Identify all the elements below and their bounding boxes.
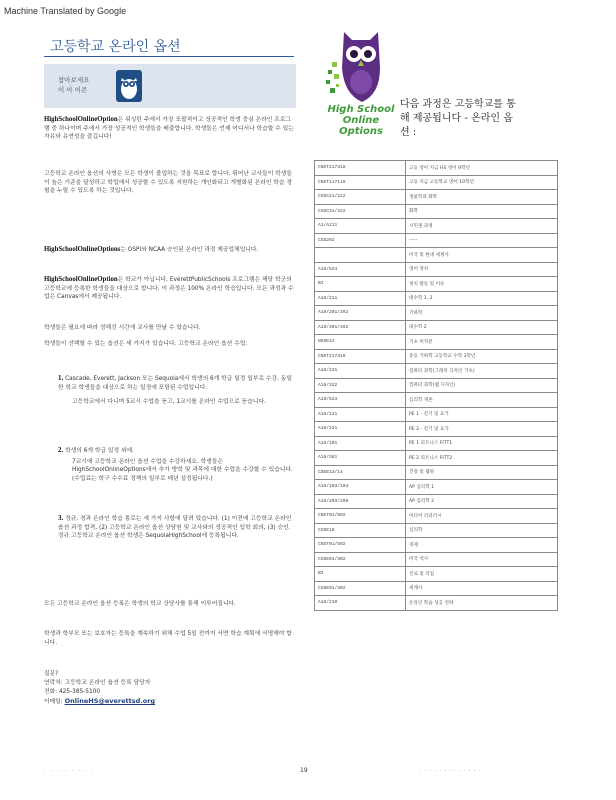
intro-paragraph-5: 학생들은 필요에 따라 정해진 시간에 교사를 만날 수 있습니다.	[44, 325, 201, 331]
course-row	[315, 552, 558, 567]
hso-logo	[326, 24, 396, 146]
course-code: A18/231	[315, 422, 406, 437]
logo-line-1: High School	[327, 104, 395, 115]
course-row	[315, 335, 558, 350]
course-name: 고등 영어 지금 HS 영어 9학년	[406, 161, 558, 176]
course-code: CNST117118	[315, 175, 406, 190]
option-item-2	[58, 446, 296, 483]
course-row	[315, 291, 558, 306]
course-code: A18/361	[315, 451, 406, 466]
course-name: 심리학	[406, 523, 558, 538]
course-row	[315, 523, 558, 538]
course-row	[315, 378, 558, 393]
offered-heading: 다음 과정은 고등학교를 통해 제공됩니다 - 온라인 옵션 :	[400, 99, 516, 138]
option-text: Cascade, Everett, Jackson 또는 Sequoia에서 학생의 6개 학급 일정 일부로 수강. 동일한 학교 학생들을 대상으로 하는 일정에 포함된 수업입니다.	[58, 376, 292, 391]
course-name: PE 2 - 걷기 및 요가	[406, 422, 558, 437]
course-table	[314, 160, 558, 611]
course-row	[315, 320, 558, 335]
course-name: AP 심리학 2	[406, 494, 558, 509]
course-code: CNST217318	[315, 349, 406, 364]
course-name: 생물학과 화학	[406, 190, 558, 205]
course-code: A18/523	[315, 393, 406, 408]
course-row	[315, 364, 558, 379]
intro-paragraph-1: HighSchoolOnlineOption은 워싱턴 주에서 가장 포괄적이고 성공적인 학생 중심 온라인 프로그램 중 하나이며 주에서 가장 성공적인 학생들을 배출합니다. 학생들은 언제 어디서나 학습할 수 있는 자유와 유연성을 즐깁니다!	[44, 116, 294, 141]
option-number: 1.	[58, 374, 64, 382]
logo-line-3: Options	[339, 126, 383, 137]
course-code	[315, 248, 406, 263]
option-item-1	[58, 374, 296, 407]
course-row	[315, 538, 558, 553]
course-row	[315, 219, 558, 234]
course-name: 정치 활동 및 이슈	[406, 277, 558, 292]
course-row	[315, 436, 558, 451]
course-code: A18/103/104	[315, 480, 406, 495]
course-row	[315, 277, 558, 292]
course-row	[315, 567, 558, 582]
intro-paragraph-3: HighSchoolOnlineOptions는 OSPI와 NCAA 승인된 온라인 과정 제공업체입니다.	[44, 246, 259, 253]
course-code: A18/524	[315, 262, 406, 277]
course-name: 건강 및 웰빙	[406, 465, 558, 480]
option-number: 3.	[58, 514, 64, 522]
contact-name: 연락처: 고등학교 온라인 옵션 등록 담당자	[44, 680, 151, 686]
course-name: 중등 기하학 고등학교 수학 3학년	[406, 349, 558, 364]
course-row	[315, 407, 558, 422]
footer-left: · · · · · · · ·	[44, 769, 96, 774]
course-row	[315, 161, 558, 176]
course-code: BI	[315, 277, 406, 292]
course-code: A18/101	[315, 436, 406, 451]
option-text: 학생의 6개 학급 일정 외에.	[65, 448, 134, 454]
course-code: A18/211	[315, 291, 406, 306]
course-row	[315, 248, 558, 263]
course-row	[315, 306, 558, 321]
course-name: 컴퓨터 과학(그래픽 디자인 기초)	[406, 364, 558, 379]
course-name: 대수학 1, 2	[406, 291, 558, 306]
course-name: 고등 지금 고등학교 영어 10학년	[406, 175, 558, 190]
course-code: A18/210	[315, 596, 406, 611]
course-row	[315, 233, 558, 248]
course-row	[315, 393, 558, 408]
contact-phone: 전화: 425-385-5100	[44, 689, 101, 695]
course-name: 경제	[406, 538, 558, 553]
course-code: A18/203/206	[315, 494, 406, 509]
course-name: 시민권 과정	[406, 219, 558, 234]
course-row	[315, 509, 558, 524]
contact-email-label: 이메일:	[44, 699, 63, 705]
option-text: 정규, 경과 온라인 학습 통로는 세 가지 사항에 달려 있습니다. (1) 이전에 고등학교 온라인 옵션 과정 합격, (2) 고등학교 온라인 옵션 상담원 및 교사와의 성공적인 입학 회의, (3) 승인. 정규 고등학교 온라인 옵션 학생은 SequoiaHighSchool에 등록됩니다.	[58, 516, 292, 540]
course-name: PE 2 피트니스 FITT2	[406, 451, 558, 466]
course-row	[315, 596, 558, 611]
course-code: CSSE19	[315, 523, 406, 538]
intro-paragraph-4: HighSchoolOnlineOption은 학교가 아닙니다. EverettPublicSchools 프로그램은 해당 학군의 고등학교에 등록한 학생들을 대상으로 합니다. 이 과정은 100% 온라인 학습입니다. 모든 과정과 수업은 Canvas에서 제공됩니다.	[44, 276, 294, 301]
course-row	[315, 581, 558, 596]
course-name: PE 1 피트니스 FITT1	[406, 436, 558, 451]
course-code: A18/121	[315, 407, 406, 422]
option-number: 2.	[58, 446, 64, 454]
course-name: 미디어 리터러시	[406, 509, 558, 524]
course-name: 미국 역사	[406, 552, 558, 567]
course-name: 대수학 2	[406, 320, 558, 335]
course-row	[315, 494, 558, 509]
course-name: 화학	[406, 204, 558, 219]
course-code: CSSC31/322	[315, 204, 406, 219]
course-name: 심리학 개론	[406, 393, 558, 408]
owl-icon	[116, 70, 142, 102]
title-divider	[44, 56, 294, 57]
course-code: A18/231	[315, 364, 406, 379]
contact-email-row	[44, 697, 155, 707]
course-row	[315, 465, 558, 480]
contact-box-line2: 이 아 이콘	[58, 86, 88, 94]
course-row	[315, 349, 558, 364]
course-row	[315, 422, 558, 437]
course-code: NSSE12	[315, 335, 406, 350]
course-code: CSEE13/14	[315, 465, 406, 480]
contact-question: 질문?	[44, 671, 59, 677]
course-name: AP 심리학 1	[406, 480, 558, 495]
course-name: 컴퓨터 과학(웹 디자인)	[406, 378, 558, 393]
course-code: A18/322	[315, 378, 406, 393]
intro-paragraph-2: 고등학교 온라인 옵션의 사명은 모든 학생이 졸업하는 것을 목표로 합니다. 뛰어난 교사들이 학생들이 높은 기준을 달성하고 학업에서 성공할 수 있도록 지원하는 개인화되고 개별화된 온라인 학습 경험을 누릴 수 있도록 하는 것입니다.	[44, 171, 292, 195]
course-code: CSS202	[315, 233, 406, 248]
course-row	[315, 175, 558, 190]
course-code: CSSC21/222	[315, 190, 406, 205]
course-row	[315, 451, 558, 466]
course-code: CNST217318	[315, 161, 406, 176]
course-name: 미국 및 현대 세계사	[406, 248, 558, 263]
course-code: CNST01/602	[315, 509, 406, 524]
footer-right: · · · · · · · · · · · · ·	[420, 769, 481, 774]
contact-email-link[interactable]: OnlineHS@everettsd.org	[64, 697, 156, 705]
course-row	[315, 190, 558, 205]
translation-notice: Machine Translated by Google	[4, 6, 127, 16]
course-code: CSSE01/302	[315, 552, 406, 567]
course-name: 영어 정치	[406, 262, 558, 277]
course-name: 기초 미적분	[406, 335, 558, 350]
course-name: 세계사	[406, 581, 558, 596]
course-name: 기하학	[406, 306, 558, 321]
course-name: 진로 및 직업	[406, 567, 558, 582]
course-code: A18/401/402	[315, 320, 406, 335]
option-subtext: 고등학교에서 다니며 5교시 수업을 듣고, 1교시를 온라인 수업으로 듣습니다.	[72, 399, 266, 406]
contact-box-line1: 참아보세요	[58, 76, 90, 84]
contact-footer	[44, 670, 155, 707]
contact-box-text	[58, 75, 89, 95]
page-number: 19	[300, 767, 308, 774]
course-name: PE 1 - 걷기 및 요가	[406, 407, 558, 422]
course-code: A18/201/202	[315, 306, 406, 321]
course-row	[315, 480, 558, 495]
course-code: BI	[315, 567, 406, 582]
closing-paragraph-1: 모든 고등학교 온라인 옵션 등록은 학생의 학교 상담사를 통해 이루어집니다.	[44, 601, 237, 607]
course-row	[315, 204, 558, 219]
course-code: CSSE01/302	[315, 581, 406, 596]
course-code: A1/A211	[315, 219, 406, 234]
option-subtext: 7교시에 고등학교 온라인 옵션 수업을 수강하세요. 학생들은 HighSchoolOnlineOptions에서 추가 방학 및 과목에 대한 수업을 수강할 수 있습니다. (수업료는 학구 수수료 정책의 일부로 매년 설정됩니다.)	[72, 458, 293, 482]
course-row	[315, 262, 558, 277]
intro-paragraph-6: 학생들이 선택할 수 있는 옵션은 세 가지가 있습니다. 고등학교 온라인 옵션 수업:	[44, 341, 248, 347]
page-title: 고등학교 온라인 옵션	[50, 39, 181, 55]
closing-paragraph-2: 학생과 학부모 또는 보호자는 등록을 계속하기 위해 수업 5일 전까지 서면 학습 계획에 서명해야 합니다.	[44, 631, 292, 646]
logo-line-2: Online	[342, 115, 380, 126]
option-item-3	[58, 514, 296, 541]
course-name: 온라인 학습 성공 전략	[406, 596, 558, 611]
course-code: CNST01/602	[315, 538, 406, 553]
course-name: -----	[406, 233, 558, 248]
